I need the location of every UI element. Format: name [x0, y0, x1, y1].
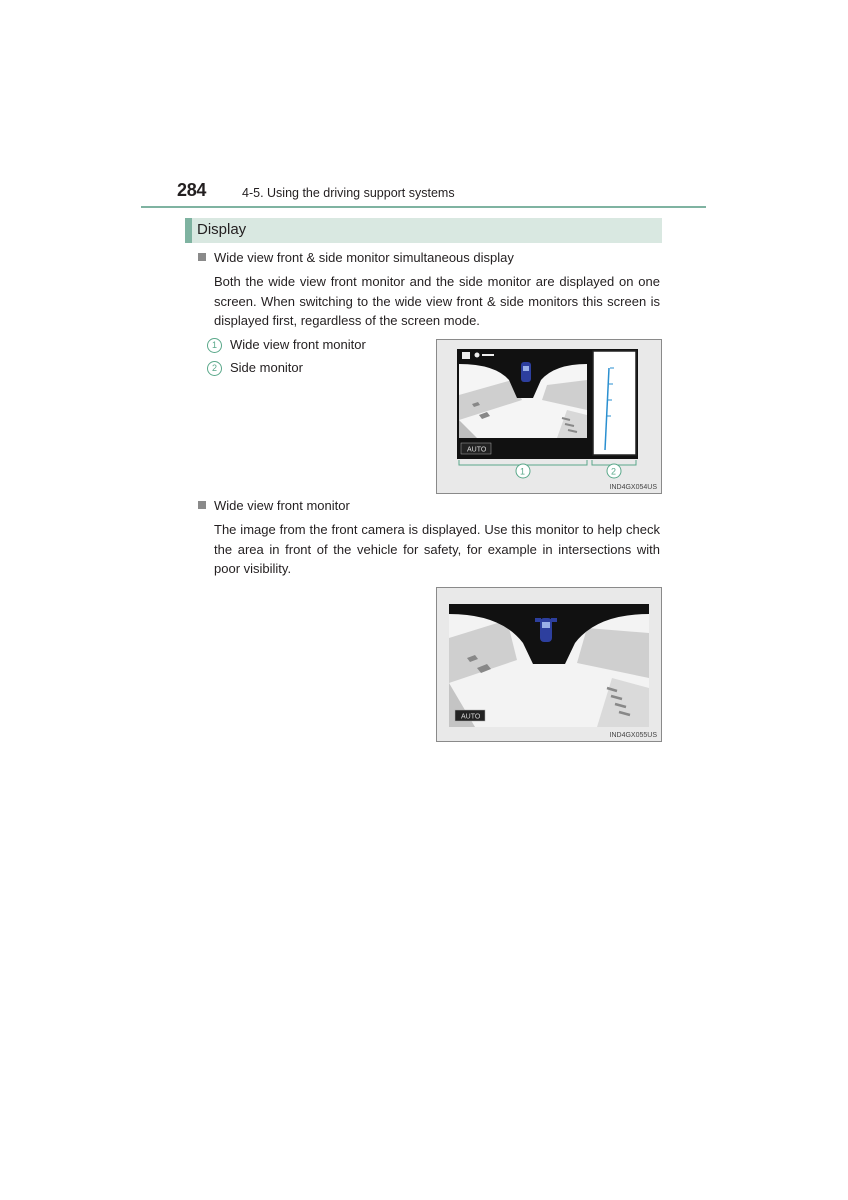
callout-2-number: 2	[611, 466, 617, 477]
header-divider	[141, 206, 706, 208]
legend-item-1	[207, 337, 366, 353]
legend-label: Side monitor	[230, 360, 303, 375]
paragraph-simultaneous: Both the wide view front monitor and the side monitor are displayed on one screen. When switching to the wide view front & side monitors this screen is displayed first, regardless of the screen mode.	[214, 274, 660, 328]
chapter-title: 4-5. Using the driving support systems	[242, 186, 455, 200]
auto-label: AUTO	[467, 446, 487, 454]
subsection-heading-text: Wide view front & side monitor simultaneous display	[214, 250, 514, 265]
camera-screen-illustration	[437, 588, 661, 741]
legend-item-2	[207, 360, 303, 376]
figure-code: IND4GX055US	[609, 732, 657, 739]
subsection-heading-simultaneous	[198, 250, 514, 265]
paragraph-front: The image from the front camera is displayed. Use this monitor to help check the area in front of the vehicle for safety, for example in intersections with poor visibility.	[214, 522, 660, 576]
camera-screen-illustration	[437, 340, 661, 493]
callout-number-icon: 1	[207, 338, 222, 353]
figure-code: IND4GX054US	[609, 484, 657, 491]
figure-wide-front-monitor	[436, 587, 662, 742]
section-heading	[185, 218, 662, 243]
auto-label: AUTO	[461, 713, 481, 721]
page-number: 284	[177, 180, 207, 200]
figure-wide-front-side-monitor	[436, 339, 662, 494]
square-bullet-icon	[198, 501, 206, 509]
section-heading-text: Display	[197, 221, 247, 238]
square-bullet-icon	[198, 253, 206, 261]
legend-label: Wide view front monitor	[230, 337, 366, 352]
callout-1-number: 1	[520, 466, 526, 477]
subsection-heading-text: Wide view front monitor	[214, 498, 350, 513]
callout-number-icon: 2	[207, 361, 222, 376]
subsection-heading-front	[198, 498, 350, 513]
